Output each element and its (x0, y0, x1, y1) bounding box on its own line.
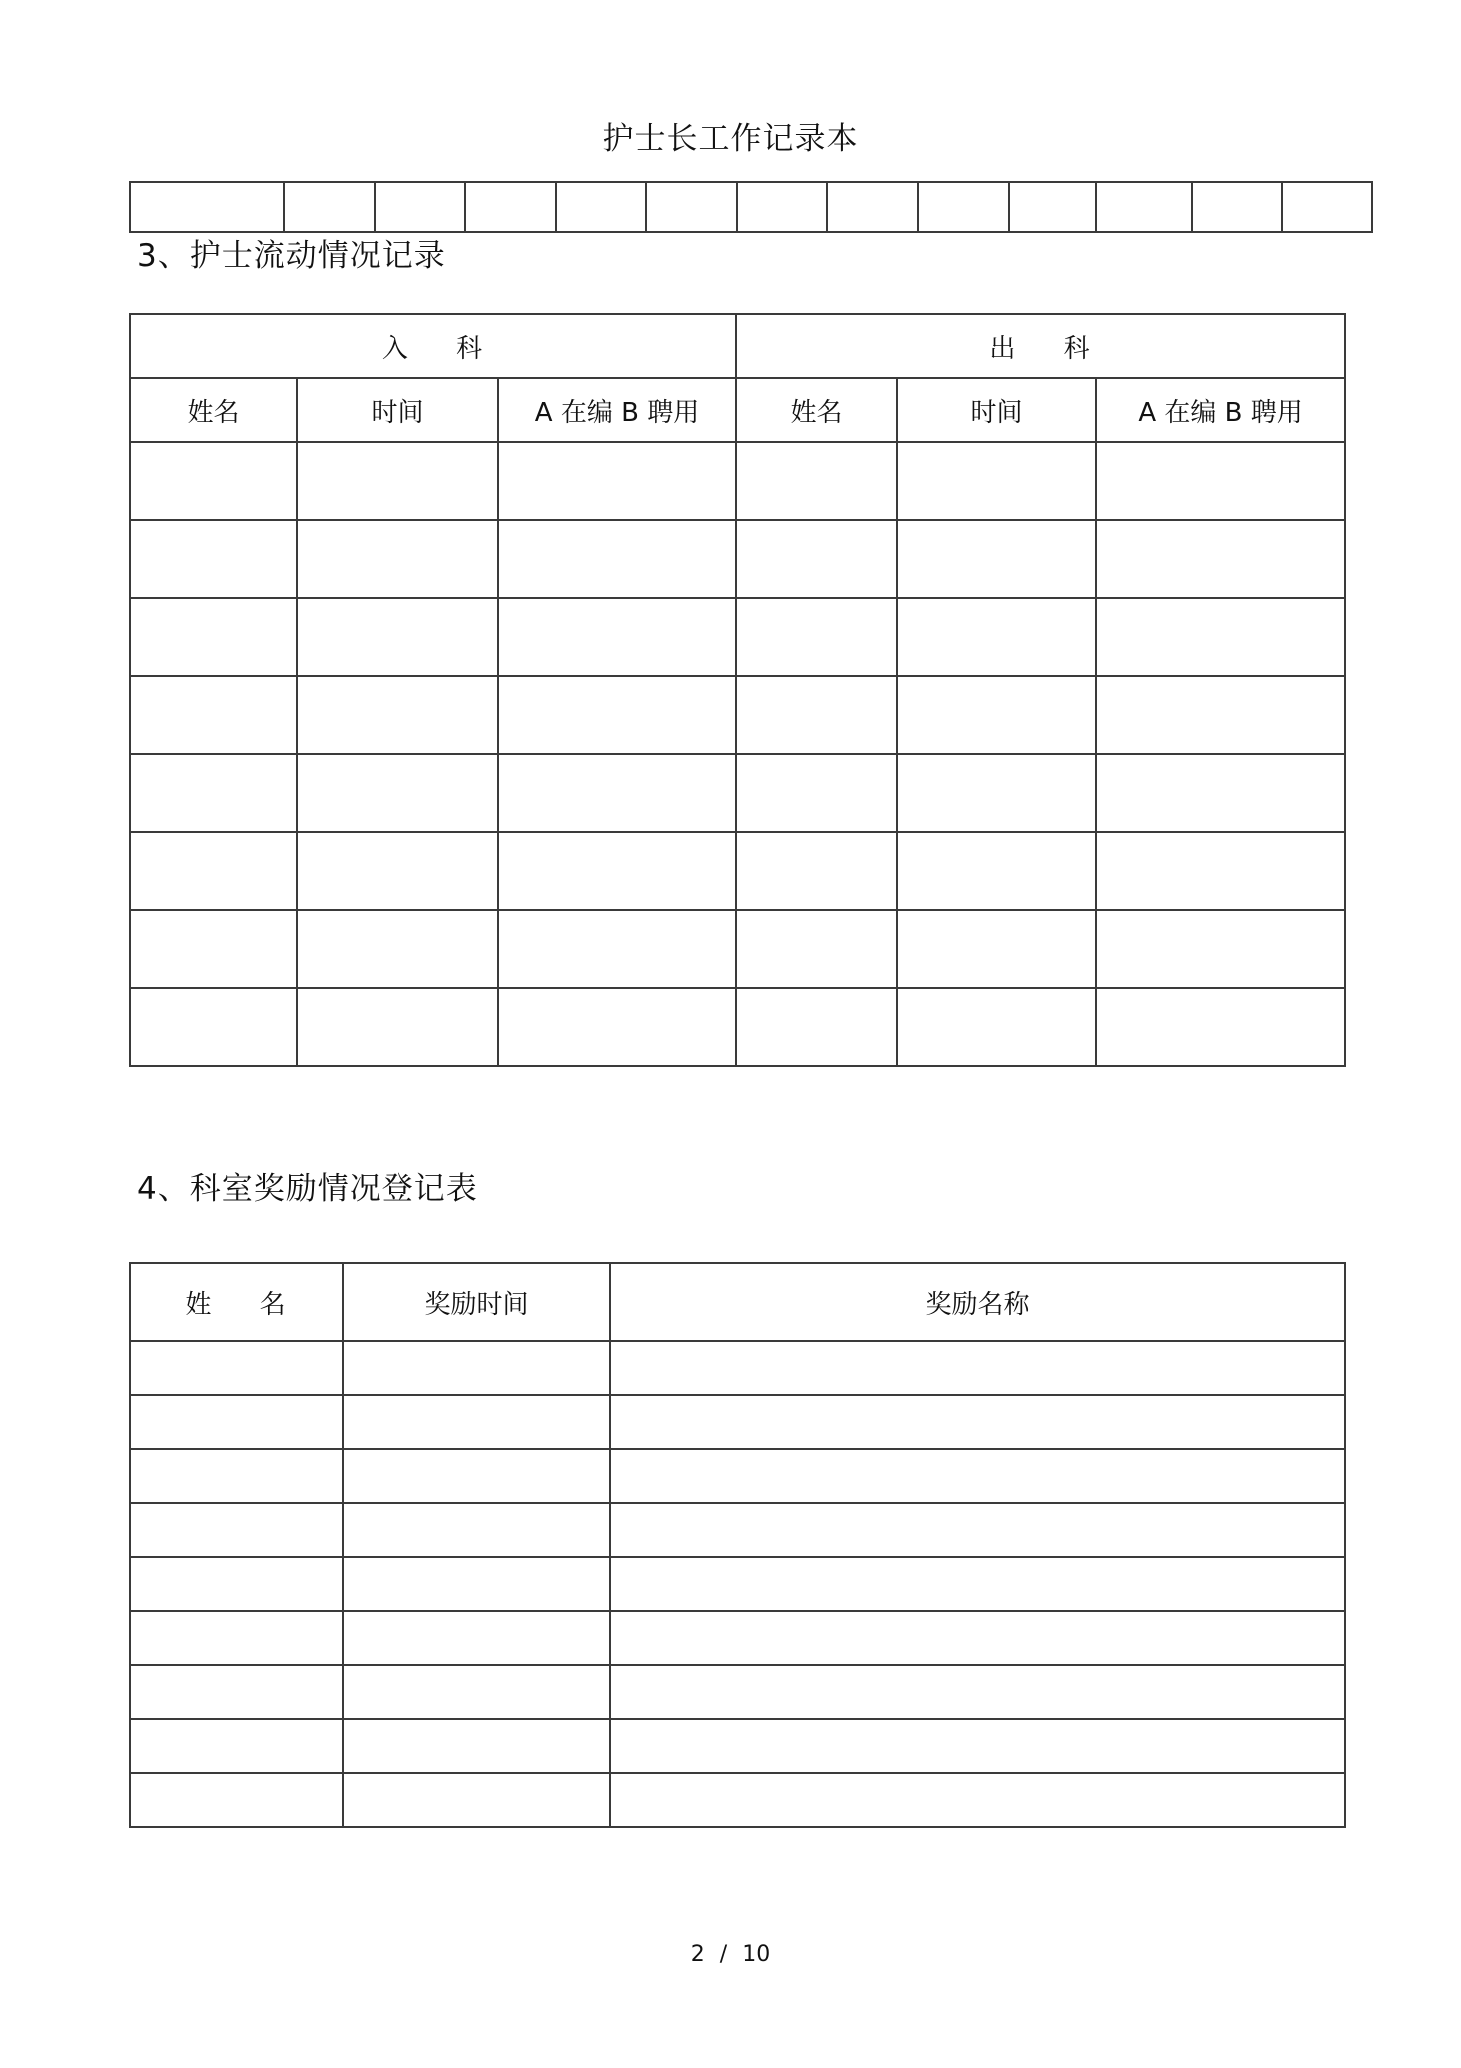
empty-cell (736, 676, 897, 754)
empty-cell (130, 1341, 343, 1395)
award-register-body (130, 1341, 1345, 1827)
empty-cell (498, 520, 736, 598)
empty-cell (130, 676, 297, 754)
column-header-name: 姓 名 (130, 1263, 343, 1341)
award-header-row (130, 1263, 1345, 1341)
group-header-out: 出 科 (736, 314, 1345, 378)
table-row (130, 1449, 1345, 1503)
empty-cell (498, 676, 736, 754)
table-row (130, 1557, 1345, 1611)
empty-cell (297, 598, 498, 676)
empty-cell (1096, 910, 1345, 988)
empty-cell (297, 676, 498, 754)
column-header-in-type: A 在编 B 聘用 (498, 378, 736, 442)
empty-cell (897, 676, 1096, 754)
empty-cell (736, 910, 897, 988)
empty-cell (1096, 832, 1345, 910)
nurse-flow-table (129, 313, 1346, 1067)
empty-cell (297, 754, 498, 832)
column-header-row (130, 378, 1345, 442)
empty-cell (498, 598, 736, 676)
table-row (130, 676, 1345, 754)
empty-cell (297, 442, 498, 520)
empty-cell (297, 832, 498, 910)
table-row (130, 1665, 1345, 1719)
empty-cell (130, 988, 297, 1066)
empty-cell (130, 1719, 343, 1773)
empty-cell (1096, 598, 1345, 676)
empty-cell (1096, 988, 1345, 1066)
header-strip-cell (465, 182, 556, 232)
empty-cell (130, 520, 297, 598)
column-header-award-name: 奖励名称 (610, 1263, 1345, 1341)
empty-cell (498, 442, 736, 520)
group-header-in: 入 科 (130, 314, 736, 378)
header-strip-cell (737, 182, 828, 232)
empty-cell (130, 1395, 343, 1449)
empty-cell (130, 1503, 343, 1557)
column-header-out-type: A 在编 B 聘用 (1096, 378, 1345, 442)
empty-cell (610, 1503, 1345, 1557)
section-3-heading: 3、护士流动情况记录 (137, 238, 446, 274)
page-title: 护士长工作记录本 (602, 121, 859, 157)
header-strip-cell (130, 182, 284, 232)
empty-cell (897, 988, 1096, 1066)
header-strip-cell (1192, 182, 1283, 232)
empty-cell (343, 1449, 610, 1503)
empty-cell (297, 910, 498, 988)
empty-cell (610, 1665, 1345, 1719)
column-header-award-time: 奖励时间 (343, 1263, 610, 1341)
empty-cell (498, 988, 736, 1066)
empty-cell (343, 1611, 610, 1665)
empty-cell (498, 832, 736, 910)
empty-cell (343, 1503, 610, 1557)
empty-cell (130, 754, 297, 832)
header-strip-cell (1009, 182, 1097, 232)
empty-cell (343, 1395, 610, 1449)
column-header-out-name: 姓名 (736, 378, 897, 442)
header-strip-cell (284, 182, 375, 232)
empty-cell (736, 520, 897, 598)
empty-cell (897, 442, 1096, 520)
empty-cell (610, 1611, 1345, 1665)
empty-cell (1096, 442, 1345, 520)
empty-cell (610, 1341, 1345, 1395)
empty-cell (130, 598, 297, 676)
empty-cell (736, 988, 897, 1066)
empty-cell (343, 1719, 610, 1773)
header-strip-table (129, 181, 1373, 233)
empty-cell (897, 520, 1096, 598)
table-row (130, 1773, 1345, 1827)
empty-cell (343, 1557, 610, 1611)
group-header-row (130, 314, 1345, 378)
empty-cell (343, 1665, 610, 1719)
empty-cell (130, 442, 297, 520)
empty-cell (736, 598, 897, 676)
empty-cell (897, 598, 1096, 676)
header-strip-cell (375, 182, 466, 232)
column-header-in-time: 时间 (297, 378, 498, 442)
nurse-flow-body (130, 442, 1345, 1066)
empty-cell (130, 1449, 343, 1503)
table-row (130, 754, 1345, 832)
column-header-in-name: 姓名 (130, 378, 297, 442)
empty-cell (297, 520, 498, 598)
empty-cell (297, 988, 498, 1066)
header-strip-cell (646, 182, 737, 232)
empty-cell (130, 1557, 343, 1611)
header-strip-cell (1096, 182, 1192, 232)
empty-cell (1096, 520, 1345, 598)
empty-cell (736, 832, 897, 910)
table-row (130, 1611, 1345, 1665)
table-row (130, 1395, 1345, 1449)
empty-cell (130, 910, 297, 988)
header-strip-cell (827, 182, 918, 232)
award-register-table (129, 1262, 1346, 1828)
page-number: 2 / 10 (690, 1942, 771, 1967)
table-row (130, 598, 1345, 676)
header-strip-cell (556, 182, 647, 232)
header-strip-cell (918, 182, 1009, 232)
empty-cell (498, 910, 736, 988)
header-strip-row (130, 182, 1372, 232)
empty-cell (1096, 676, 1345, 754)
table-row (130, 910, 1345, 988)
empty-cell (343, 1341, 610, 1395)
empty-cell (610, 1719, 1345, 1773)
table-row (130, 988, 1345, 1066)
empty-cell (897, 832, 1096, 910)
empty-cell (897, 910, 1096, 988)
empty-cell (610, 1449, 1345, 1503)
empty-cell (1096, 754, 1345, 832)
column-header-out-time: 时间 (897, 378, 1096, 442)
table-row (130, 1503, 1345, 1557)
empty-cell (130, 1611, 343, 1665)
table-row (130, 520, 1345, 598)
empty-cell (130, 832, 297, 910)
empty-cell (610, 1557, 1345, 1611)
table-row (130, 1719, 1345, 1773)
empty-cell (610, 1773, 1345, 1827)
header-strip-cell (1282, 182, 1372, 232)
section-4-heading: 4、科室奖励情况登记表 (137, 1171, 478, 1207)
table-row (130, 442, 1345, 520)
empty-cell (130, 1665, 343, 1719)
table-row (130, 1341, 1345, 1395)
empty-cell (897, 754, 1096, 832)
empty-cell (736, 442, 897, 520)
empty-cell (130, 1773, 343, 1827)
table-row (130, 832, 1345, 910)
empty-cell (343, 1773, 610, 1827)
empty-cell (736, 754, 897, 832)
empty-cell (610, 1395, 1345, 1449)
empty-cell (498, 754, 736, 832)
